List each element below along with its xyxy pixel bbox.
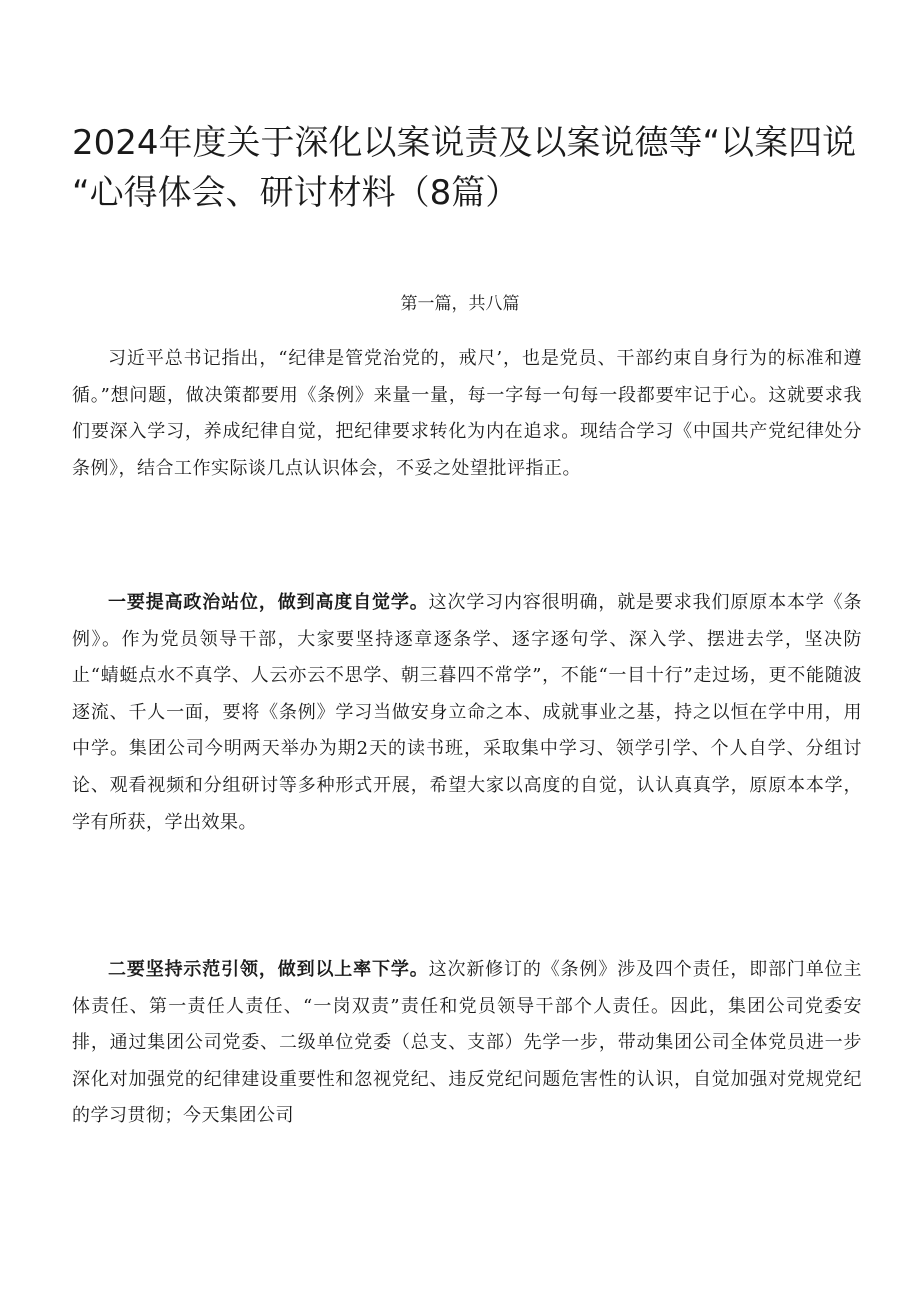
part-heading: 第一篇，共八篇 bbox=[400, 294, 520, 314]
paragraph-point-1 bbox=[72, 585, 862, 841]
paragraph-text: 习近平总书记指出，“纪律是管党治党的，戒尺’，也是党员、干部约束自身行为的标准和遵循。”想问题，做决策都要用《条例》来量一量，每一字每一句每一段都要牢记于心。这就要求我们要深入学习，养成纪律自觉，把纪律要求转化为内在追求。现结合学习《中国共产党纪律处分条例》，结合工作实际谈几点认识体会，不妥之处望批评指正。 bbox=[72, 348, 862, 479]
paragraph-intro bbox=[72, 341, 862, 487]
title-line-1: 2024年度关于深化以案说责及以案说德等“以案四说 bbox=[72, 123, 857, 163]
paragraph-text: 这次新修订的《条例》涉及四个责任，即部门单位主体责任、第一责任人责任、“一岗双责”责任和党员领导干部个人责任。因此，集团公司党委安排，通过集团公司党委、二级单位党委（总支、支部）先学一步，带动集团公司全体党员进一步深化对加强党的纪律建设重要性和忽视党纪、违反党纪问题危害性的认识，自觉加强对党规党纪的学习贯彻；今天集团公司 bbox=[72, 959, 863, 1127]
paragraph-text: 这次学习内容很明确，就是要求我们原原本本学《条例》。作为党员领导干部，大家要坚持逐章逐条学、逐字逐句学、深入学、摆进去学，坚决防止“蜻蜓点水不真学、人云亦云不思学、朝三暮四不常学”，不能“一目十行”走过场，更不能随波逐流、千人一面，要将《条例》学习当做安身立命之本、成就事业之基，持之以恒在学中用，用中学。集团公司今明两天举办为期2天的读书班，采取集中学习、领学引学、个人自学、分组讨论、观看视频和分组研讨等多种形式开展，希望大家以高度的自觉，认认真真学，原原本本学，学有所获，学出效果。 bbox=[72, 592, 863, 833]
document-title bbox=[72, 118, 862, 218]
paragraph-lead: 一要提高政治站位，做到高度自觉学。 bbox=[108, 592, 429, 613]
paragraph-point-2 bbox=[72, 952, 862, 1135]
paragraph-lead: 二要坚持示范引领，做到以上率下学。 bbox=[108, 959, 429, 980]
title-line-2: “心得体会、研讨材料（8篇） bbox=[72, 173, 520, 213]
